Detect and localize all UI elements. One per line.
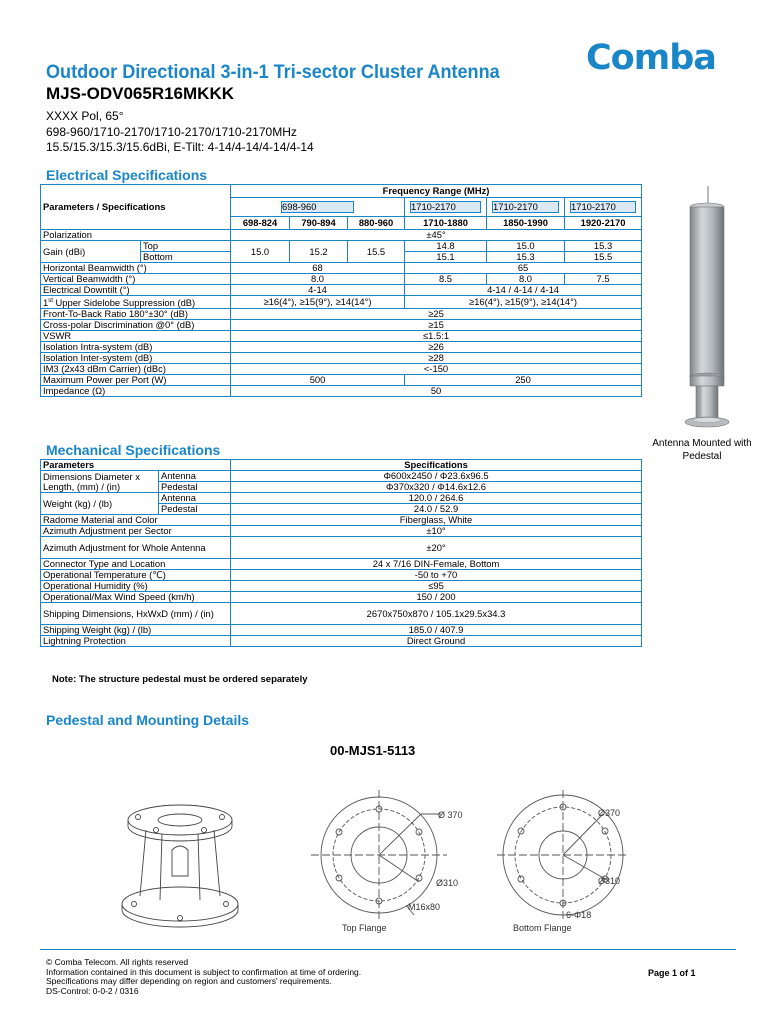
- pedestal-note: Note: The structure pedestal must be ordered separately: [52, 674, 308, 685]
- table-row-label: Front-To-Back Ratio 180°±30° (dB): [41, 309, 231, 320]
- mechanical-section-title: Mechanical Specifications: [46, 442, 221, 458]
- table-cell: -50 to +70: [231, 570, 642, 581]
- polarization-line: XXXX Pol, 65°: [46, 109, 124, 123]
- table-cell: 15.3: [565, 241, 642, 252]
- table-cell: 150 / 200: [231, 592, 642, 603]
- antenna-illustration: [670, 186, 742, 436]
- table-cell: <-150: [231, 364, 642, 375]
- table-cell: 8.0: [487, 274, 565, 285]
- table-cell: ≥25: [231, 309, 642, 320]
- gain-tilt-line: 15.5/15.3/15.3/15.6dBi, E-Tilt: 4-14/4-14/4-14/4-14: [46, 140, 314, 154]
- table-row-label: IM3 (2x43 dBm Carrier) (dBc): [41, 364, 231, 375]
- table-cell: 24 x 7/16 DIN-Female, Bottom: [231, 559, 642, 570]
- doc-control: DS-Control: 0-0-2 / 0316: [46, 985, 139, 996]
- subband-header: 1710-1880: [405, 217, 487, 230]
- table-row-label: Vertical Beamwidth (°): [41, 274, 231, 285]
- table-row-sublabel: Antenna: [159, 471, 231, 482]
- frequency-line: 698-960/1710-2170/1710-2170/1710-2170MHz: [46, 125, 297, 139]
- table-row-label: Weight (kg) / (lb): [41, 493, 159, 515]
- table-row-label: Cross-polar Discrimination @0° (dB): [41, 320, 231, 331]
- table-cell: 4-14: [231, 285, 405, 296]
- top-flange-outer-dia: Ø 370: [438, 810, 463, 820]
- table-row-sublabel: Pedestal: [159, 482, 231, 493]
- usls-label-suffix: st: [48, 298, 53, 304]
- table-row-label: VSWR: [41, 331, 231, 342]
- subband-header: 1920-2170: [565, 217, 642, 230]
- footer-text: [46, 958, 361, 996]
- electrical-spec-table: [40, 184, 642, 397]
- freq-range-header: Frequency Range (MHz): [231, 185, 642, 198]
- bottom-flange-inner-dia: Ø310: [598, 876, 621, 886]
- subband-header: 1850-1990: [487, 217, 565, 230]
- table-row-label: Operational/Max Wind Speed (km/h): [41, 592, 231, 603]
- table-cell: Fiberglass, White: [231, 515, 642, 526]
- band-header: 1710-2170: [492, 201, 559, 213]
- table-row-label: Isolation Intra-system (dB): [41, 342, 231, 353]
- table-cell: 8.5: [405, 274, 487, 285]
- table-cell: ≥15: [231, 320, 642, 331]
- table-row-sublabel: Bottom: [141, 252, 231, 263]
- band-header: 698-960: [281, 201, 354, 213]
- table-cell: Direct Ground: [231, 636, 642, 647]
- copyright: © Comba Telecom. All rights reserved: [46, 957, 189, 967]
- table-cell: ±20°: [231, 537, 642, 559]
- table-row-label: Horizontal Beamwidth (°): [41, 263, 231, 274]
- table-cell: ≥28: [231, 353, 642, 364]
- pedestal-section-title: Pedestal and Mounting Details: [46, 712, 250, 728]
- subband-header: 790-894: [290, 217, 348, 230]
- table-row-label: Radome Material and Color: [41, 515, 231, 526]
- pedestal-part-code: 00-MJS1-5113: [330, 743, 416, 758]
- table-cell: 120.0 / 264.6: [231, 493, 642, 504]
- param-header: Parameters: [41, 460, 231, 471]
- table-cell: ≥16(4°), ≥15(9°), ≥14(14°): [405, 296, 642, 309]
- table-row-label: Connector Type and Location: [41, 559, 231, 570]
- table-row-label: Lightning Protection: [41, 636, 231, 647]
- footer-divider: [40, 949, 736, 950]
- table-cell: 15.5: [565, 252, 642, 263]
- table-cell: 15.0: [231, 241, 290, 263]
- table-row-sublabel: Top: [141, 241, 231, 252]
- table-row-label: Electrical Downtilt (°): [41, 285, 231, 296]
- mechanical-spec-table: [40, 459, 642, 647]
- footer-disclaimer: Specifications may differ depending on region and customers' requirements.: [46, 976, 332, 987]
- table-cell: 8.0: [231, 274, 405, 285]
- table-cell: 4-14 / 4-14 / 4-14: [405, 285, 642, 296]
- table-row-label: [41, 296, 231, 309]
- table-row-label: Maximum Power per Port (W): [41, 375, 231, 386]
- table-cell: 15.3: [487, 252, 565, 263]
- antenna-caption: Antenna Mounted with Pedestal: [652, 438, 752, 462]
- table-cell: 65: [405, 263, 642, 274]
- table-cell: Φ600x2450 / Φ23.6x96.5: [231, 471, 642, 482]
- table-cell: 15.1: [405, 252, 487, 263]
- table-cell: ≥26: [231, 342, 642, 353]
- table-cell: 68: [231, 263, 405, 274]
- table-cell: 7.5: [565, 274, 642, 285]
- usls-label-number: 1: [43, 297, 49, 309]
- electrical-section-title: Electrical Specifications: [46, 167, 208, 183]
- product-title: Outdoor Directional 3-in-1 Tri-sector Cluster Antenna: [46, 62, 500, 83]
- table-cell: ≥16(4°), ≥15(9°), ≥14(14°): [231, 296, 405, 309]
- table-row-sublabel: Pedestal: [159, 504, 231, 515]
- table-row-label: Operational Humidity (%): [41, 581, 231, 592]
- table-row-label: Shipping Dimensions, HxWxD (mm) / (in): [41, 603, 231, 625]
- table-row-label: Impedance (Ω): [41, 386, 231, 397]
- top-flange-label: Top Flange: [342, 923, 387, 933]
- bottom-flange-outer-dia: Ø370: [598, 808, 621, 818]
- table-cell: ±10°: [231, 526, 642, 537]
- table-cell: 2670x750x870 / 105.1x29.5x34.3: [231, 603, 642, 625]
- usls-label-text: Upper Sidelobe Suppression (dB): [52, 297, 196, 309]
- table-row-label: Shipping Weight (kg) / (lb): [41, 625, 231, 636]
- band-header: 1710-2170: [410, 201, 481, 213]
- table-cell: 50: [231, 386, 642, 397]
- table-cell: Φ370x320 / Φ14.6x12.6: [231, 482, 642, 493]
- subband-header: 880-960: [348, 217, 405, 230]
- spec-header: Specifications: [231, 460, 642, 471]
- table-row-label: Polarization: [41, 230, 231, 241]
- table-row-label: Dimensions Diameter x Length, (mm) / (in): [41, 471, 159, 493]
- top-flange-bolt: M16x80: [408, 902, 441, 912]
- table-cell: 15.5: [348, 241, 405, 263]
- band-header: 1710-2170: [570, 201, 636, 213]
- table-cell: ≤95: [231, 581, 642, 592]
- table-cell: 24.0 / 52.9: [231, 504, 642, 515]
- table-cell: 14.8: [405, 241, 487, 252]
- table-cell: 15.2: [290, 241, 348, 263]
- table-cell: 500: [231, 375, 405, 386]
- table-row-label: Azimuth Adjustment per Sector: [41, 526, 231, 537]
- param-header: Parameters / Specifications: [41, 185, 231, 230]
- table-cell: 185.0 / 407.9: [231, 625, 642, 636]
- bottom-flange-label: Bottom Flange: [513, 923, 572, 933]
- table-cell: ±45°: [231, 230, 642, 241]
- table-row-label: Operational Temperature (℃): [41, 570, 231, 581]
- table-cell: 15.0: [487, 241, 565, 252]
- page-number: Page 1 of 1: [648, 968, 696, 978]
- table-row-label: Isolation Inter-system (dB): [41, 353, 231, 364]
- table-row-label: Gain (dBi): [41, 241, 141, 263]
- table-cell: ≤1.5:1: [231, 331, 642, 342]
- table-row-label: Azimuth Adjustment for Whole Antenna: [41, 537, 231, 559]
- subband-header: 698-824: [231, 217, 290, 230]
- top-flange-inner-dia: Ø310: [436, 878, 459, 888]
- table-row-sublabel: Antenna: [159, 493, 231, 504]
- pedestal-illustration: [120, 800, 242, 930]
- model-number: MJS-ODV065R16MKKK: [46, 84, 234, 103]
- comba-logo: Comba: [586, 38, 716, 78]
- table-cell: 250: [405, 375, 642, 386]
- bottom-flange-holes: 6-Φ18: [566, 910, 592, 920]
- footer-disclaimer: Information contained in this document is subject to confirmation at time of ordering.: [46, 966, 362, 977]
